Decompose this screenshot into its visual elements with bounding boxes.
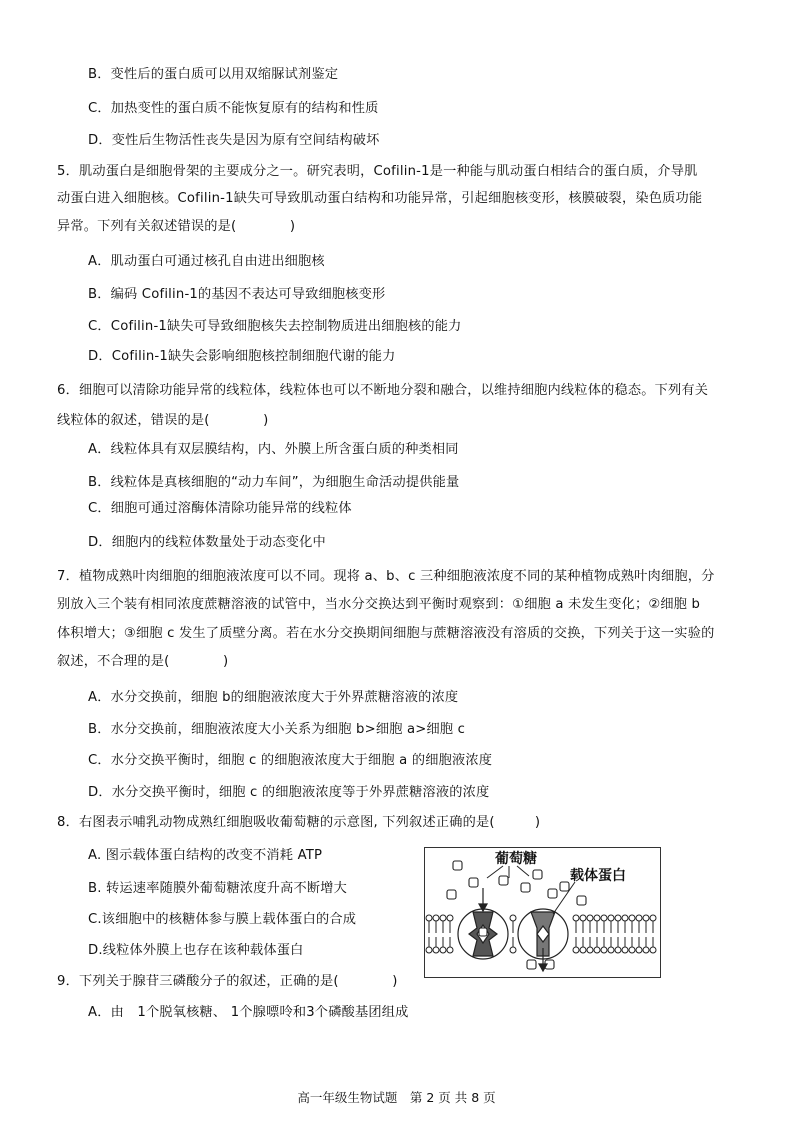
phospholipid-head	[601, 915, 607, 921]
q8-option-b: B. 转运速率随膜外葡萄糖浓度升高不断增大	[88, 881, 348, 896]
label-carrier-protein: 载体蛋白	[570, 868, 626, 884]
phospholipid-head	[615, 947, 621, 953]
q6-option-b: B．线粒体是真核细胞的“动力车间”，为细胞生命活动提供能量	[88, 475, 460, 490]
q7-option-d: D．水分交换平衡时，细胞 c 的细胞液浓度等于外界蔗糖溶液的浓度	[88, 785, 490, 800]
q6-option-d: D．细胞内的线粒体数量处于动态变化中	[88, 535, 326, 550]
q5-option-a: A．肌动蛋白可通过核孔自由进出细胞核	[88, 254, 325, 269]
phospholipid-head	[440, 915, 446, 921]
phospholipid-head	[622, 915, 628, 921]
q5-option-b: B．编码 Cofilin-1的基因不表达可导致细胞核变形	[88, 287, 386, 302]
q5-stem-line-3: 异常。下列有关叙述错误的是( )	[57, 219, 296, 234]
q6-option-a: A．线粒体具有双层膜结构，内、外膜上所含蛋白质的种类相同	[88, 442, 459, 457]
phospholipid-head	[440, 947, 446, 953]
phospholipid-head	[573, 915, 579, 921]
phospholipid-head	[587, 915, 593, 921]
phospholipid-head	[643, 915, 649, 921]
q4-option-c: C．加热变性的蛋白质不能恢复原有的结构和性质	[88, 101, 379, 116]
q8-stem: 8．右图表示哺乳动物成熟红细胞吸收葡萄糖的示意图, 下列叙述正确的是( )	[57, 815, 541, 830]
q6-stem-line-2: 线粒体的叙述，错误的是( )	[57, 413, 269, 428]
q7-option-b: B．水分交换前，细胞液浓度大小关系为细胞 b>细胞 a>细胞 c	[88, 722, 466, 737]
glucose-transport-figure	[424, 847, 661, 978]
q7-stem-line-1: 7．植物成熟叶肉细胞的细胞液浓度可以不同。现将 a、b、c 三种细胞液浓度不同的某种植物成熟叶肉细胞，分	[57, 569, 715, 584]
phospholipid-head	[587, 947, 593, 953]
glucose-transport-diagram	[425, 848, 660, 977]
phospholipid-head	[447, 915, 453, 921]
q7-stem-line-3: 体积增大；③细胞 c 发生了质壁分离。若在水分交换期间细胞与蔗糖溶液没有溶质的交换，下列关于这一实验的	[57, 626, 715, 641]
q8-option-c: C.该细胞中的核糖体参与膜上载体蛋白的合成	[88, 912, 357, 927]
phospholipid-head	[580, 915, 586, 921]
phospholipid-head	[601, 947, 607, 953]
q5-stem-line-1: 5．肌动蛋白是细胞骨架的主要成分之一。研究表明，Cofilin-1是一种能与肌动蛋白相结合的蛋白质，介导肌	[57, 164, 698, 179]
phospholipid-head	[643, 947, 649, 953]
q7-option-a: A．水分交换前，细胞 b的细胞液浓度大于外界蔗糖溶液的浓度	[88, 690, 459, 705]
phospholipid-head	[608, 915, 614, 921]
phospholipid-head	[636, 947, 642, 953]
phospholipid-head	[650, 915, 656, 921]
q7-stem-line-4: 叙述，不合理的是( )	[57, 654, 229, 669]
phospholipid-head	[510, 915, 516, 921]
q8-option-a: A. 图示载体蛋白结构的改变不消耗 ATP	[88, 848, 323, 863]
phospholipid-head	[433, 947, 439, 953]
glucose-pointer-line-3	[517, 866, 529, 876]
q6-option-c: C．细胞可通过溶酶体清除功能异常的线粒体	[88, 501, 352, 516]
phospholipid-head	[636, 915, 642, 921]
q5-option-d: D．Cofilin-1缺失会影响细胞核控制细胞代谢的能力	[88, 349, 396, 364]
phospholipid-head	[650, 947, 656, 953]
label-glucose: 葡萄糖	[495, 851, 537, 867]
phospholipid-head	[447, 947, 453, 953]
q5-option-c: C．Cofilin-1缺失可导致细胞核失去控制物质进出细胞核的能力	[88, 319, 462, 334]
phospholipid-head	[433, 915, 439, 921]
q7-option-c: C．水分交换平衡时，细胞 c 的细胞液浓度大于细胞 a 的细胞液浓度	[88, 753, 493, 768]
phospholipid-head	[426, 947, 432, 953]
q4-option-d: D．变性后生物活性丧失是因为原有空间结构破坏	[88, 133, 380, 148]
phospholipid-head	[608, 947, 614, 953]
phospholipid-head	[426, 915, 432, 921]
q5-stem-line-2: 动蛋白进入细胞核。Cofilin-1缺失可导致肌动蛋白结构和功能异常，引起细胞核变形，核膜破裂，染色质功能	[57, 191, 703, 206]
q7-stem-line-2: 别放入三个装有相同浓度蔗糖溶液的试管中，当水分交换达到平衡时观察到：①细胞 a 未发生变化；②细胞 b	[57, 597, 701, 612]
q6-stem-line-1: 6．细胞可以清除功能异常的线粒体，线粒体也可以不断地分裂和融合，以维持细胞内线粒体的稳态。下列有关	[57, 383, 709, 398]
phospholipid-head	[510, 947, 516, 953]
phospholipid-head	[622, 947, 628, 953]
phospholipid-head	[629, 915, 635, 921]
phospholipid-head	[573, 947, 579, 953]
phospholipid-head	[629, 947, 635, 953]
q9-option-a: A．由 1个脱氧核糖、 1个腺嘌呤和3个磷酸基团组成	[88, 1005, 409, 1020]
phospholipid-head	[615, 915, 621, 921]
phospholipid-head	[594, 947, 600, 953]
page-footer: 高一年级生物试题 第 2 页 共 8 页	[297, 1090, 496, 1105]
phospholipid-head	[594, 915, 600, 921]
q8-option-d: D.线粒体外膜上也存在该种载体蛋白	[88, 943, 304, 958]
q9-stem: 9．下列关于腺苷三磷酸分子的叙述，正确的是( )	[57, 974, 398, 989]
phospholipid-head	[580, 947, 586, 953]
q4-option-b: B．变性后的蛋白质可以用双缩脲试剂鉴定	[88, 67, 339, 82]
